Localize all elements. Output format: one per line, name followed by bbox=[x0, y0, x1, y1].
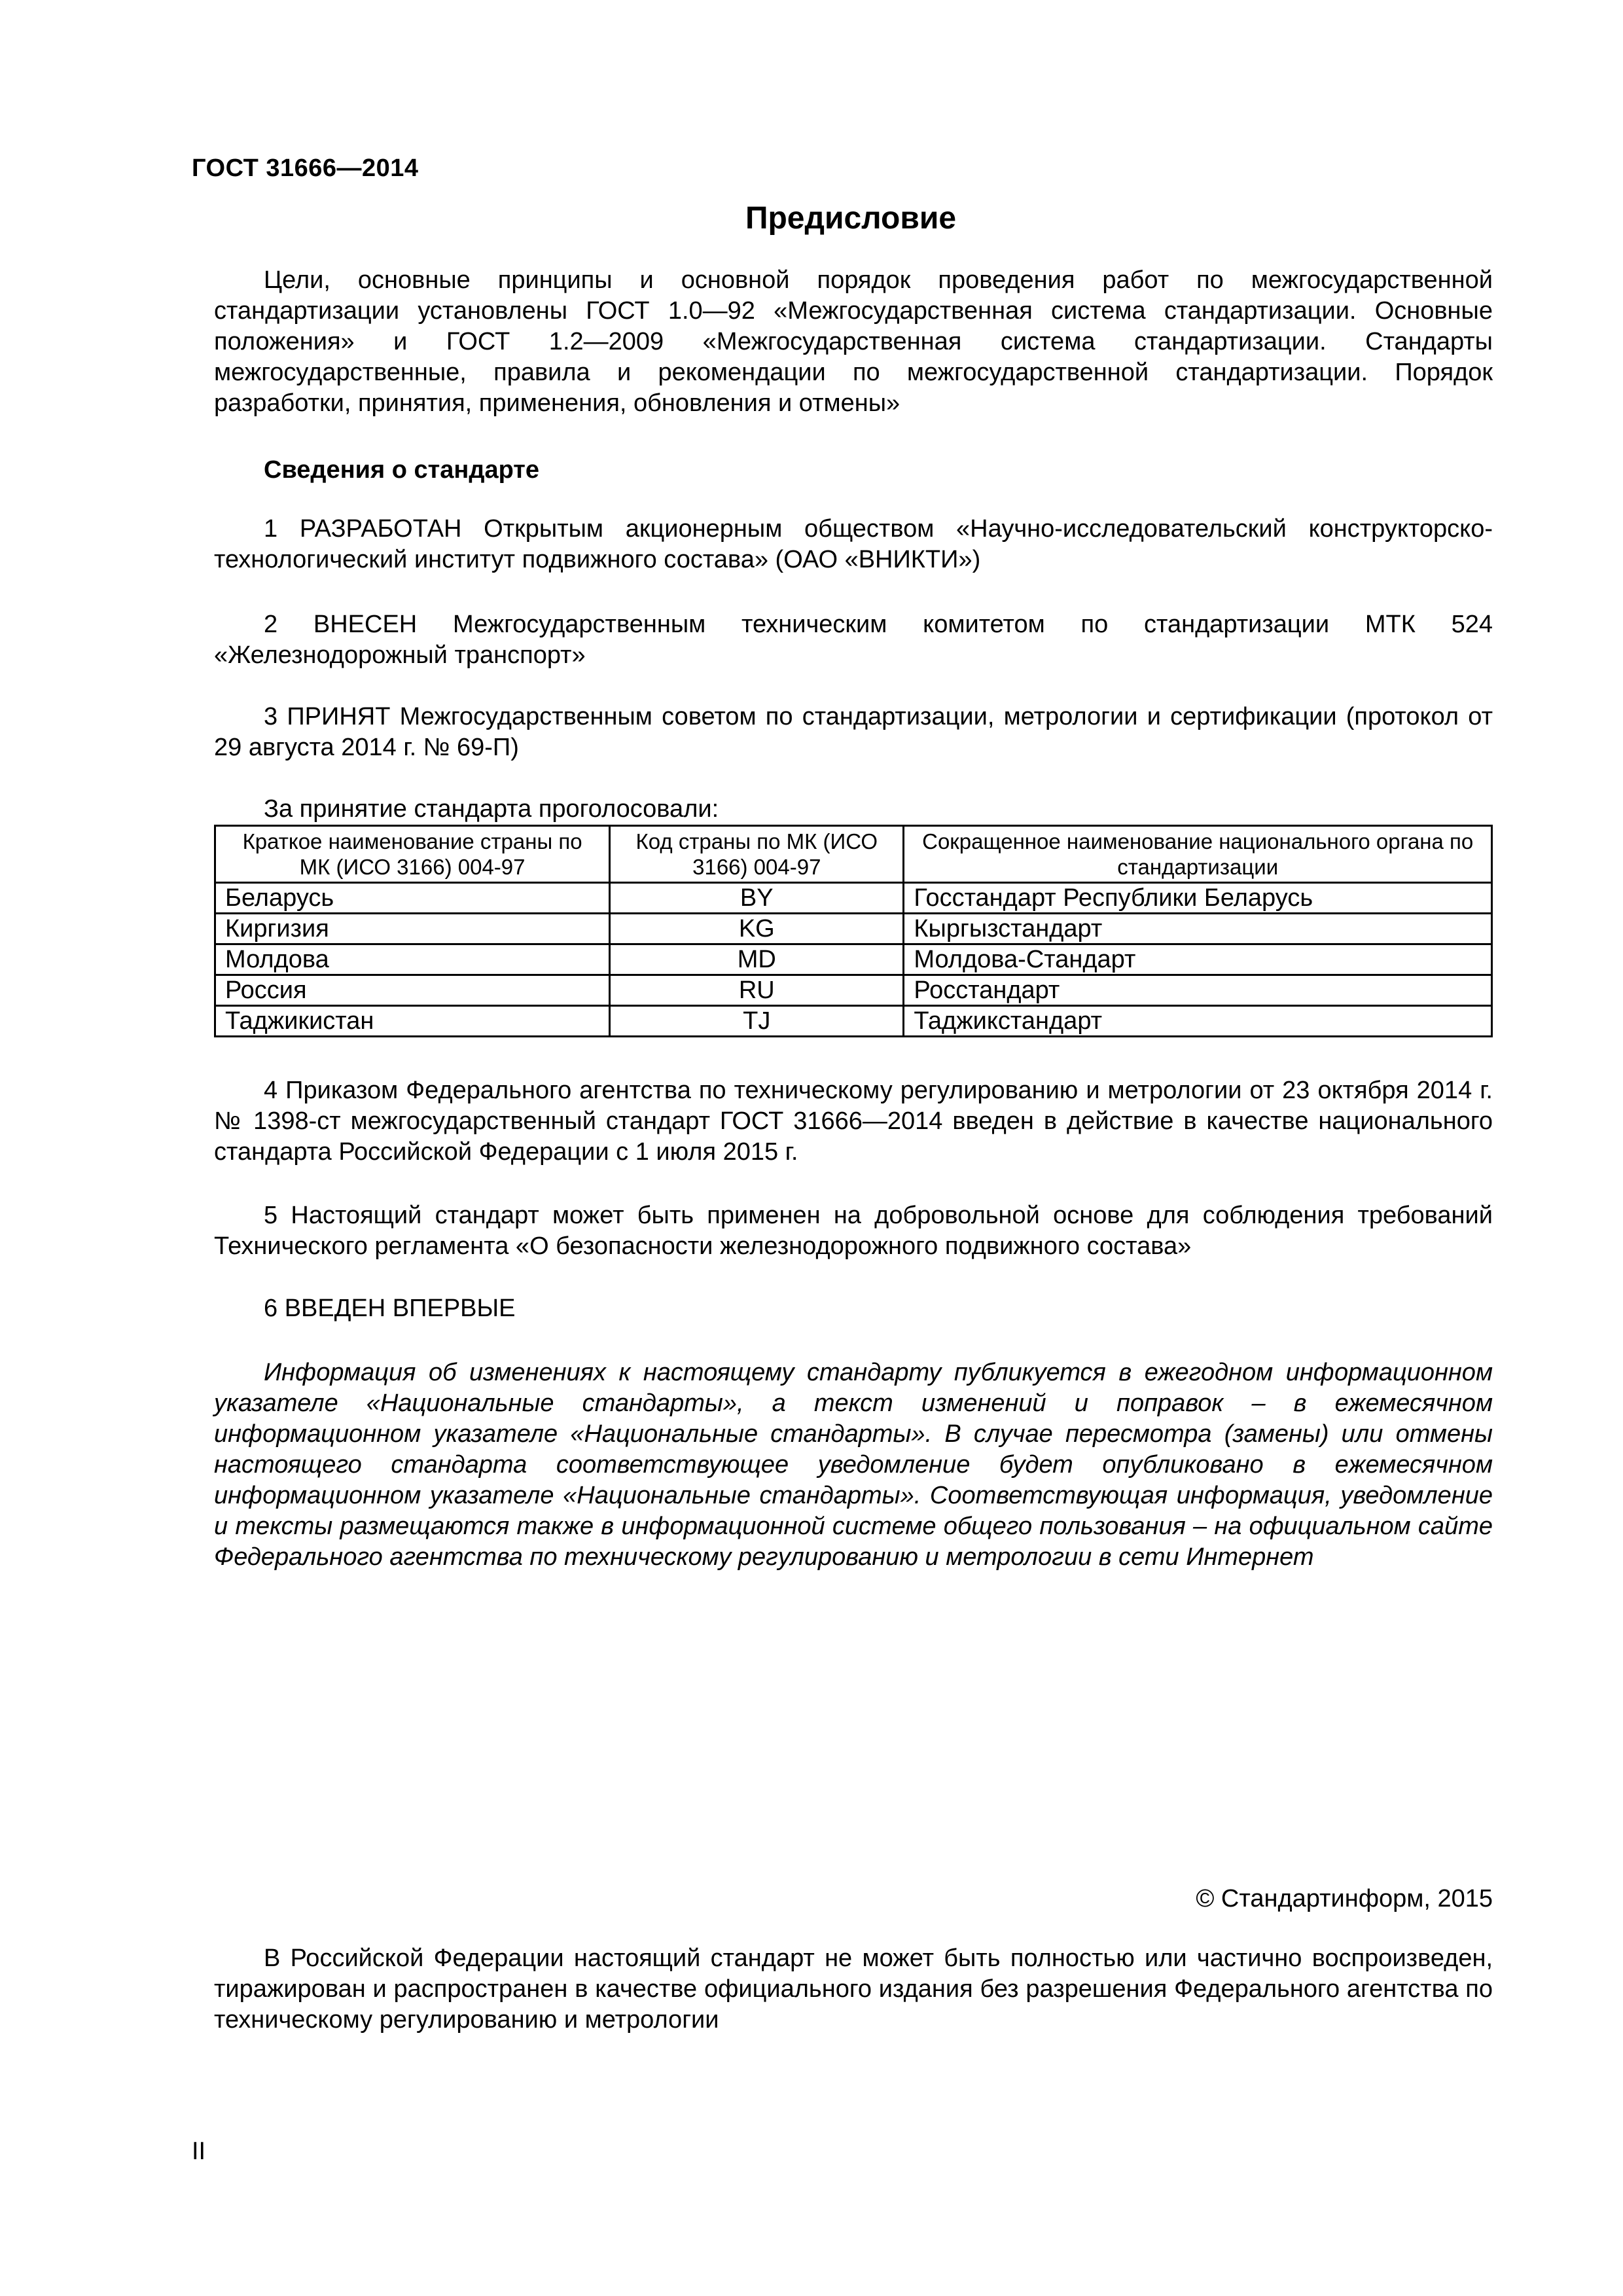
country-cell: Молдова bbox=[215, 944, 610, 975]
column-header-body: Сокращенное наименование национального органа по стандартизации bbox=[904, 826, 1492, 883]
item-first-introduced: 6 ВВЕДЕН ВПЕРВЫЕ bbox=[264, 1295, 516, 1322]
table-row bbox=[215, 914, 1492, 944]
code-cell: KG bbox=[610, 914, 904, 944]
table-row bbox=[215, 883, 1492, 914]
country-cell: Киргизия bbox=[215, 914, 610, 944]
code-cell: BY bbox=[610, 883, 904, 914]
table-row bbox=[215, 944, 1492, 975]
page-title: Предисловие bbox=[745, 201, 957, 236]
item-submitted: 2 ВНЕСЕН Межгосударственным техническим комитетом по стандартизации МТК 524 «Железнодорожный транспорт» bbox=[214, 611, 1493, 669]
code-cell: MD bbox=[610, 944, 904, 975]
standard-id-header: ГОСТ 31666—2014 bbox=[192, 154, 419, 182]
info-heading: Сведения о стандарте bbox=[264, 456, 540, 484]
reproduction-notice: В Российской Федерации настоящий стандарт не может быть полностью или частично воспроизведен, тиражирован и распространен в качестве официального издания без разрешения Федерального агентства по техническому регулированию и метрологии bbox=[214, 1945, 1493, 2034]
vote-table bbox=[214, 825, 1493, 1037]
copyright-notice: © Стандартинформ, 2015 bbox=[1196, 1885, 1493, 1912]
item-developed: 1 РАЗРАБОТАН Открытым акционерным обществом «Научно-исследовательский конструкторско-технологический институт подвижного состава» (ОАО «ВНИКТИ») bbox=[214, 515, 1493, 573]
table-header-row bbox=[215, 826, 1492, 883]
country-cell: Россия bbox=[215, 975, 610, 1006]
body-cell: Росстандарт bbox=[904, 975, 1492, 1006]
column-header-country: Краткое наименование страны по МК (ИСО 3166) 004-97 bbox=[215, 826, 610, 883]
page-number: II bbox=[192, 2138, 206, 2165]
vote-caption: За принятие стандарта проголосовали: bbox=[264, 795, 719, 823]
item-enacted: 4 Приказом Федерального агентства по техническому регулированию и метрологии от 23 октября 2014 г. № 1398-ст межгосударственный стандарт ГОСТ 31666—2014 введен в действие в качестве национального стандарта Российской Федерации с 1 июля 2015 г. bbox=[214, 1077, 1493, 1166]
changes-info-paragraph: Информация об изменениях к настоящему стандарту публикуется в ежегодном информационном указателе «Национальные стандарты», а текст изменений и поправок – в ежемесячном информационном указателе «Национальные стандарты». В случае пересмотра (замены) или отмены настоящего стандарта соответствующее уведомление будет опубликовано в ежемесячном информационном указателе «Национальные стандарты». Соответствующая информация, уведомление и тексты размещаются также в информационной системе общего пользования – на официальном сайте Федерального агентства по техническому регулированию и метрологии в сети Интернет bbox=[214, 1359, 1493, 1571]
table-row bbox=[215, 975, 1492, 1006]
body-cell: Госстандарт Республики Беларусь bbox=[904, 883, 1492, 914]
code-cell: TJ bbox=[610, 1006, 904, 1037]
item-voluntary-use: 5 Настоящий стандарт может быть применен на добровольной основе для соблюдения требований Технического регламента «О безопасности железнодорожного подвижного состава» bbox=[214, 1202, 1493, 1260]
code-cell: RU bbox=[610, 975, 904, 1006]
country-cell: Таджикистан bbox=[215, 1006, 610, 1037]
intro-paragraph: Цели, основные принципы и основной порядок проведения работ по межгосударственной стандартизации установлены ГОСТ 1.0—92 «Межгосударственная система стандартизации. Основные положения» и ГОСТ 1.2—2009 «Межгосударственная система стандартизации. Стандарты межгосударственные, правила и рекомендации по межгосударственной стандартизации. Порядок разработки, принятия, применения, обновления и отмены» bbox=[214, 266, 1493, 417]
column-header-code: Код страны по МК (ИСО 3166) 004-97 bbox=[610, 826, 904, 883]
item-adopted: 3 ПРИНЯТ Межгосударственным советом по стандартизации, метрологии и сертификации (протокол от 29 августа 2014 г. № 69-П) bbox=[214, 703, 1493, 761]
body-cell: Кыргызстандарт bbox=[904, 914, 1492, 944]
body-cell: Молдова-Стандарт bbox=[904, 944, 1492, 975]
body-cell: Таджикстандарт bbox=[904, 1006, 1492, 1037]
table-row bbox=[215, 1006, 1492, 1037]
country-cell: Беларусь bbox=[215, 883, 610, 914]
